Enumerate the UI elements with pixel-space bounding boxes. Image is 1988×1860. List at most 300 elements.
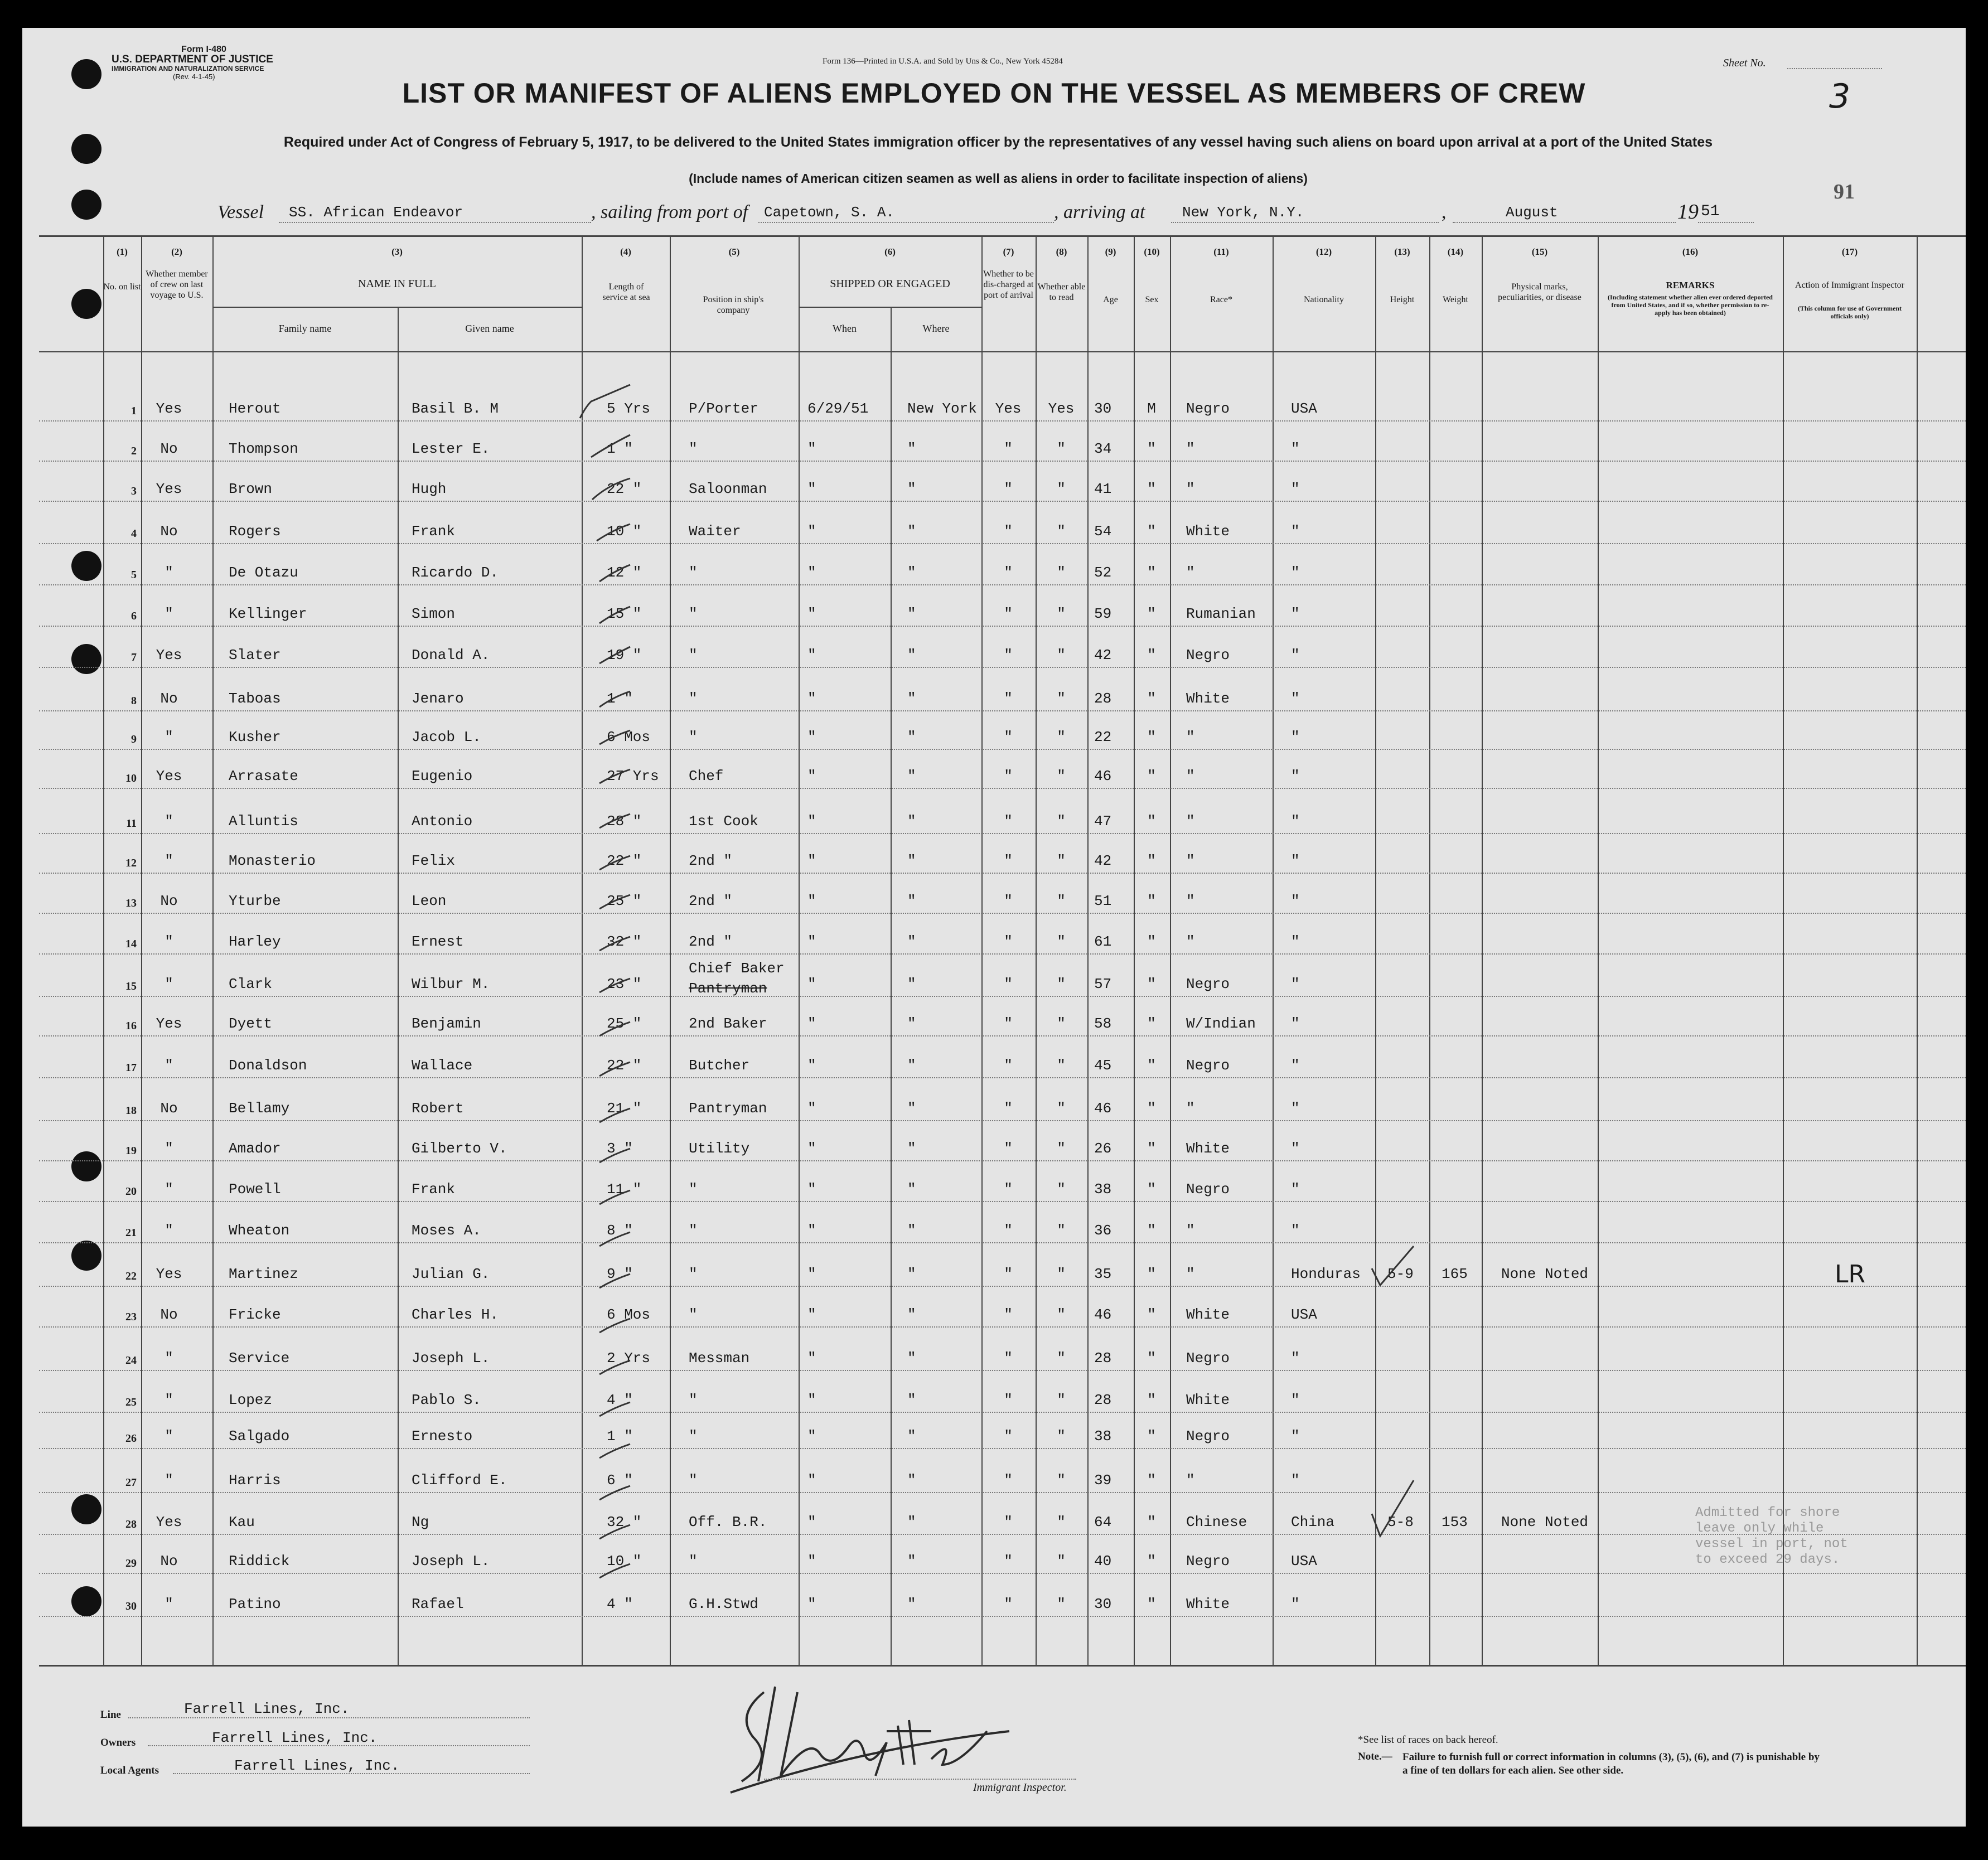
cell-nat: " xyxy=(1291,1350,1300,1367)
cell-disch: " xyxy=(1004,606,1013,622)
cell-read: " xyxy=(1057,1100,1066,1117)
cell-read: " xyxy=(1057,606,1066,622)
cell-position: " xyxy=(689,1266,698,1282)
cell-race: " xyxy=(1186,440,1195,457)
col-divider xyxy=(799,235,800,1666)
cell-read: " xyxy=(1057,729,1066,745)
races-note: *See list of races on back hereof. xyxy=(1358,1734,1498,1746)
cell-position: Chief Baker xyxy=(689,960,785,977)
cell-when: " xyxy=(807,440,816,457)
cell-given: Ernesto xyxy=(412,1428,473,1445)
cell-age: 51 xyxy=(1094,893,1112,909)
agents-label: Local Agents xyxy=(100,1765,159,1776)
cell-where: " xyxy=(907,1514,916,1530)
cell-race: " xyxy=(1186,813,1195,830)
cell-sex: " xyxy=(1147,690,1156,707)
cell-sex: " xyxy=(1147,1553,1156,1570)
col-divider xyxy=(1917,235,1918,1666)
cell-sex: " xyxy=(1147,1428,1156,1445)
cell-given: Moses A. xyxy=(412,1222,481,1239)
cell-when: " xyxy=(807,1392,816,1408)
cell-given: Simon xyxy=(412,606,456,622)
cell-disch: " xyxy=(1004,1392,1013,1408)
cell-service: 6 " xyxy=(607,1472,633,1489)
department: U.S. DEPARTMENT OF JUSTICE xyxy=(112,54,273,65)
cell-when: " xyxy=(807,976,816,992)
cell-given: Pablo S. xyxy=(412,1392,481,1408)
cell-where: " xyxy=(907,1057,916,1074)
col-divider xyxy=(103,235,104,1666)
cell-position: " xyxy=(689,1553,698,1570)
col-8-header: Whether able to read xyxy=(1037,282,1086,302)
col-14-header: Weight xyxy=(1443,295,1468,304)
cell-race: Negro xyxy=(1186,1428,1230,1445)
cell-nat: " xyxy=(1291,1392,1300,1408)
cell-last: Yes xyxy=(156,481,182,497)
cell-disch: " xyxy=(1004,647,1013,663)
cell-when: " xyxy=(807,1472,816,1489)
cell-position: Waiter xyxy=(689,523,741,540)
row-dotline xyxy=(39,1370,1966,1371)
col-17-note: (This column for use of Government officials only) xyxy=(1797,304,1902,320)
cell-nat: " xyxy=(1291,1596,1300,1612)
cell-position: " xyxy=(689,1222,698,1239)
cell-service: 23 " xyxy=(607,976,642,992)
cell-position: " xyxy=(689,1392,698,1408)
cell-family: Alluntis xyxy=(229,813,298,830)
remarks-shore-leave: Admitted for shore leave only while vessel in port, not to exceed 29 days. xyxy=(1695,1505,1848,1567)
cell-nat: " xyxy=(1291,729,1300,745)
cell-nat: " xyxy=(1291,606,1300,622)
cell-age: 59 xyxy=(1094,606,1112,622)
cell-race: " xyxy=(1186,1222,1195,1239)
row-number: 16 xyxy=(125,1020,137,1032)
cell-when: " xyxy=(807,647,816,663)
cell-sex: M xyxy=(1147,400,1156,417)
check-mark xyxy=(599,1319,630,1333)
row-number: 12 xyxy=(125,857,137,869)
cell-where: " xyxy=(907,1350,916,1367)
cell-last: " xyxy=(165,852,173,869)
cell-race: White xyxy=(1186,1596,1230,1612)
cell-sex: " xyxy=(1147,1181,1156,1198)
cell-read: " xyxy=(1057,976,1066,992)
cell-sex: " xyxy=(1147,1140,1156,1157)
cell-where: " xyxy=(907,1392,916,1408)
cell-sex: " xyxy=(1147,813,1156,830)
cell-read: " xyxy=(1057,1553,1066,1570)
cell-age: 34 xyxy=(1094,440,1112,457)
col-6-header: SHIPPED OR ENGAGED xyxy=(830,278,950,290)
cell-age: 39 xyxy=(1094,1472,1112,1489)
cell-age: 61 xyxy=(1094,933,1112,950)
row-number: 30 xyxy=(125,1600,137,1612)
cell-where: " xyxy=(907,1015,916,1032)
row-number: 23 xyxy=(125,1311,137,1323)
cell-family: Taboas xyxy=(229,690,281,707)
row-number: 18 xyxy=(125,1105,137,1117)
cell-family: De Otazu xyxy=(229,564,298,581)
cell-service: 9 " xyxy=(607,1266,633,1282)
col-5-header: Position in ship's company xyxy=(703,295,764,315)
cell-disch: " xyxy=(1004,1472,1013,1489)
sailing-port: Capetown, S. A. xyxy=(764,204,895,221)
cell-given: Frank xyxy=(412,523,456,540)
check-mark xyxy=(599,1149,630,1162)
cell-age: 42 xyxy=(1094,647,1112,663)
cell-read: " xyxy=(1057,1015,1066,1032)
cell-last: No xyxy=(160,1553,178,1570)
cell-when: " xyxy=(807,1428,816,1445)
cell-position: " xyxy=(689,1428,698,1445)
cell-given: Joseph L. xyxy=(412,1350,490,1367)
cell-read: " xyxy=(1057,813,1066,830)
cell-position: " xyxy=(689,1306,698,1323)
cell-sex: " xyxy=(1147,564,1156,581)
cell-given: Lester E. xyxy=(412,440,490,457)
col-6-number: (6) xyxy=(884,246,896,257)
punch-hole xyxy=(71,644,101,674)
cell-last: No xyxy=(160,690,178,707)
cell-age: 28 xyxy=(1094,690,1112,707)
cell-race: White xyxy=(1186,1140,1230,1157)
cell-family: Donaldson xyxy=(229,1057,307,1074)
cell-given: Clifford E. xyxy=(412,1472,507,1489)
col-2-header: Whether member of crew on last voyage to U.S. xyxy=(146,269,208,300)
arrival-month: August xyxy=(1506,204,1558,221)
cell-read: " xyxy=(1057,1140,1066,1157)
form-title: LIST OR MANIFEST OF ALIENS EMPLOYED ON THE VESSEL AS MEMBERS OF CREW xyxy=(402,78,1586,109)
cell-disch: " xyxy=(1004,481,1013,497)
header-bottom-rule xyxy=(39,351,1966,352)
row-number: 10 xyxy=(125,772,137,784)
sailing-label: , sailing from port of xyxy=(591,202,748,222)
cell-read: " xyxy=(1057,1392,1066,1408)
cell-sex: " xyxy=(1147,976,1156,992)
row-number: 5 xyxy=(131,569,137,581)
row-number: 14 xyxy=(125,938,137,950)
cell-last: " xyxy=(165,729,173,745)
line-value: Farrell Lines, Inc. xyxy=(184,1701,350,1717)
cell-when: " xyxy=(807,933,816,950)
row-dotline xyxy=(39,913,1966,914)
cell-given: Eugenio xyxy=(412,768,473,784)
col-7-header: Whether to be dis-charged at port of arrival xyxy=(983,269,1034,300)
cell-where: " xyxy=(907,1596,916,1612)
vessel-label: Vessel xyxy=(217,202,264,222)
col-1-number: (1) xyxy=(117,246,128,257)
cell-nat: " xyxy=(1291,564,1300,581)
cell-when: " xyxy=(807,1266,816,1282)
cell-given: Charles H. xyxy=(412,1306,499,1323)
cell-service: 22 " xyxy=(607,481,642,497)
cell-nat: " xyxy=(1291,440,1300,457)
cell-read: " xyxy=(1057,647,1066,663)
cell-where: " xyxy=(907,1100,916,1117)
col-16-number: (16) xyxy=(1682,246,1699,257)
row-dotline xyxy=(39,833,1966,834)
cell-given: Wallace xyxy=(412,1057,473,1074)
col-divider xyxy=(398,307,399,1666)
cell-given: Jenaro xyxy=(412,690,464,707)
check-mark xyxy=(1372,1246,1414,1285)
col-divider xyxy=(1783,235,1784,1666)
cell-service: 4 " xyxy=(607,1392,633,1408)
col-9-number: (9) xyxy=(1105,246,1116,257)
owners-dotline xyxy=(148,1745,530,1746)
cell-where: " xyxy=(907,481,916,497)
comma-sep: , xyxy=(1442,202,1447,222)
cell-where: " xyxy=(907,852,916,869)
cell-last: " xyxy=(165,1181,173,1198)
cell-race: W/Indian xyxy=(1186,1015,1256,1032)
col-17-number: (17) xyxy=(1841,246,1858,257)
shipped-subheader-rule xyxy=(799,307,981,308)
cell-when: " xyxy=(807,1181,816,1198)
col-divider xyxy=(1429,235,1430,1666)
cell-given: Ricardo D. xyxy=(412,564,499,581)
check-mark xyxy=(599,691,630,707)
cell-when: " xyxy=(807,729,816,745)
cell-where: " xyxy=(907,440,916,457)
row-dotline xyxy=(39,1035,1966,1036)
cell-where: " xyxy=(907,1222,916,1239)
cell-read: " xyxy=(1057,1057,1066,1074)
row-dotline xyxy=(39,1492,1966,1493)
cell-family: Riddick xyxy=(229,1553,290,1570)
cell-where: " xyxy=(907,933,916,950)
cell-where: " xyxy=(907,690,916,707)
cell-service: 32 " xyxy=(607,1514,642,1530)
cell-disch: " xyxy=(1004,813,1013,830)
row-dotline xyxy=(39,420,1966,422)
cell-race: " xyxy=(1186,564,1195,581)
col-6a-header: When xyxy=(833,323,857,334)
cell-nat: USA xyxy=(1291,1306,1317,1323)
row-number: 28 xyxy=(125,1518,137,1530)
cell-when: " xyxy=(807,1222,816,1239)
row-number: 1 xyxy=(131,405,137,417)
cell-position: Messman xyxy=(689,1350,750,1367)
cell-when: " xyxy=(807,523,816,540)
check-mark xyxy=(599,856,630,870)
cell-race: Rumanian xyxy=(1186,606,1256,622)
check-mark xyxy=(599,1360,630,1374)
cell-read: " xyxy=(1057,1222,1066,1239)
stamp-number: 91 xyxy=(1834,180,1855,204)
cell-age: 28 xyxy=(1094,1392,1112,1408)
cell-sex: " xyxy=(1147,1472,1156,1489)
cell-disch: " xyxy=(1004,1100,1013,1117)
inspector-label: Immigrant Inspector. xyxy=(973,1781,1067,1794)
check-mark xyxy=(599,1190,630,1204)
revision: (Rev. 4-1-45) xyxy=(173,72,215,81)
cell-sex: " xyxy=(1147,1596,1156,1612)
cell-race: White xyxy=(1186,523,1230,540)
sheet-label: Sheet No. xyxy=(1723,57,1766,69)
row-number: 25 xyxy=(125,1396,137,1408)
cell-read: " xyxy=(1057,893,1066,909)
cell-disch: " xyxy=(1004,768,1013,784)
row-dotline xyxy=(39,996,1966,997)
form-subtitle: Required under Act of Congress of February 5, 1917, to be delivered to the United States immigration officer by the representatives of any vessel having such aliens on board upon arrival at a port of the United States xyxy=(283,134,1713,150)
cell-age: 54 xyxy=(1094,523,1112,540)
cell-family: Herout xyxy=(229,400,281,417)
cell-nat: " xyxy=(1291,690,1300,707)
cell-last: " xyxy=(165,1140,173,1157)
row-dotline xyxy=(39,710,1966,711)
row-dotline xyxy=(39,1616,1966,1617)
check-mark xyxy=(599,1564,630,1578)
cell-disch: " xyxy=(1004,852,1013,869)
cell-read: " xyxy=(1057,1181,1066,1198)
cell-marks: None Noted xyxy=(1501,1266,1589,1282)
row-number: 19 xyxy=(125,1145,137,1157)
cell-read: " xyxy=(1057,564,1066,581)
row-dotline xyxy=(39,1242,1966,1243)
cell-nat: " xyxy=(1291,768,1300,784)
cell-nat: Honduras xyxy=(1291,1266,1361,1282)
row-number: 9 xyxy=(131,733,137,745)
row-number: 2 xyxy=(131,445,137,457)
cell-service: 8 " xyxy=(607,1222,633,1239)
row-number: 7 xyxy=(131,651,137,663)
cell-weight: 165 xyxy=(1442,1266,1468,1282)
col-11-number: (11) xyxy=(1213,246,1229,257)
punch-hole xyxy=(71,134,101,164)
cell-disch: " xyxy=(1004,933,1013,950)
col-5-number: (5) xyxy=(728,246,740,257)
row-number: 27 xyxy=(125,1476,137,1489)
cell-service: 10 " xyxy=(607,523,642,540)
cell-when: " xyxy=(807,1596,816,1612)
cell-last: No xyxy=(160,440,178,457)
cell-sex: " xyxy=(1147,893,1156,909)
col-3a-header: Family name xyxy=(278,323,332,334)
cell-read: " xyxy=(1057,1266,1066,1282)
cell-where: " xyxy=(907,813,916,830)
cell-age: 46 xyxy=(1094,1306,1112,1323)
cell-position: P/Porter xyxy=(689,400,758,417)
row-dotline xyxy=(39,1448,1966,1449)
cell-family: Monasterio xyxy=(229,852,316,869)
cell-family: Dyett xyxy=(229,1015,273,1032)
cell-nat: " xyxy=(1291,523,1300,540)
col-divider xyxy=(1273,235,1274,1666)
cell-sex: " xyxy=(1147,481,1156,497)
cell-where: " xyxy=(907,1181,916,1198)
cell-service: 12 " xyxy=(607,564,642,581)
col-divider xyxy=(1598,235,1599,1666)
cell-where: " xyxy=(907,976,916,992)
note-label: Note.— xyxy=(1358,1751,1392,1762)
check-mark xyxy=(597,524,630,541)
cell-family: Kellinger xyxy=(229,606,307,622)
month-dotline xyxy=(1453,222,1676,223)
punch-hole xyxy=(71,1494,101,1524)
cell-sex: " xyxy=(1147,647,1156,663)
cell-when: " xyxy=(807,690,816,707)
cell-race: Negro xyxy=(1186,1350,1230,1367)
cell-sex: " xyxy=(1147,1514,1156,1530)
cell-age: 40 xyxy=(1094,1553,1112,1570)
arriving-port: New York, N.Y. xyxy=(1182,204,1304,221)
cell-read: Yes xyxy=(1048,400,1075,417)
cell-age: 35 xyxy=(1094,1266,1112,1282)
inspector-initials: LR xyxy=(1835,1260,1866,1289)
check-mark xyxy=(599,1062,630,1076)
cell-position: " xyxy=(689,564,698,581)
name-subheader-rule xyxy=(212,307,582,308)
cell-where: " xyxy=(907,1553,916,1570)
sheet-dotline xyxy=(1787,68,1882,69)
cell-service: 10 " xyxy=(607,1553,642,1570)
cell-family: Brown xyxy=(229,481,273,497)
cell-given: Jacob L. xyxy=(412,729,481,745)
col-7-number: (7) xyxy=(1003,246,1014,257)
cell-age: 38 xyxy=(1094,1181,1112,1198)
cell-position: Chef xyxy=(689,768,724,784)
col-17-header: Action of Immigrant Inspector xyxy=(1795,280,1904,290)
cell-disch: " xyxy=(1004,1514,1013,1530)
check-mark xyxy=(599,769,630,783)
cell-age: 42 xyxy=(1094,852,1112,869)
cell-service: 4 " xyxy=(607,1596,633,1612)
cell-given: Leon xyxy=(412,893,447,909)
cell-read: " xyxy=(1057,440,1066,457)
cell-family: Martinez xyxy=(229,1266,298,1282)
cell-family: Powell xyxy=(229,1181,281,1198)
row-number: 13 xyxy=(125,897,137,909)
cell-race: Negro xyxy=(1186,647,1230,663)
cell-age: 22 xyxy=(1094,729,1112,745)
cell-given: Antonio xyxy=(412,813,473,830)
cell-age: 36 xyxy=(1094,1222,1112,1239)
col-15-header: Physical marks, peculiarities, or disease xyxy=(1498,282,1581,302)
cell-sex: " xyxy=(1147,523,1156,540)
cell-race: " xyxy=(1186,893,1195,909)
cell-race: Negro xyxy=(1186,1553,1230,1570)
cell-age: 58 xyxy=(1094,1015,1112,1032)
row-dotline xyxy=(39,543,1966,544)
row-number: 22 xyxy=(125,1270,137,1282)
cell-nat: " xyxy=(1291,1057,1300,1074)
cell-race: Negro xyxy=(1186,400,1230,417)
cell-disch: " xyxy=(1004,1266,1013,1282)
cell-last: Yes xyxy=(156,647,182,663)
cell-race: " xyxy=(1186,933,1195,950)
col-divider xyxy=(141,235,142,1666)
cell-disch: " xyxy=(1004,1596,1013,1612)
cell-position: Butcher xyxy=(689,1057,750,1074)
cell-position: " xyxy=(689,606,698,622)
cell-read: " xyxy=(1057,768,1066,784)
col-6b-header: Where xyxy=(922,323,950,334)
check-mark xyxy=(599,1108,630,1122)
col-divider xyxy=(1482,235,1483,1666)
cell-disch: " xyxy=(1004,1057,1013,1074)
cell-age: 64 xyxy=(1094,1514,1112,1530)
cell-family: Service xyxy=(229,1350,290,1367)
cell-height: 5-9 xyxy=(1387,1266,1414,1282)
cell-family: Slater xyxy=(229,647,281,663)
col-3-number: (3) xyxy=(391,246,403,257)
row-dotline xyxy=(39,1534,1966,1535)
check-mark xyxy=(599,565,630,582)
cell-disch: " xyxy=(1004,976,1013,992)
cell-family: Bellamy xyxy=(229,1100,290,1117)
cell-disch: " xyxy=(1004,1222,1013,1239)
